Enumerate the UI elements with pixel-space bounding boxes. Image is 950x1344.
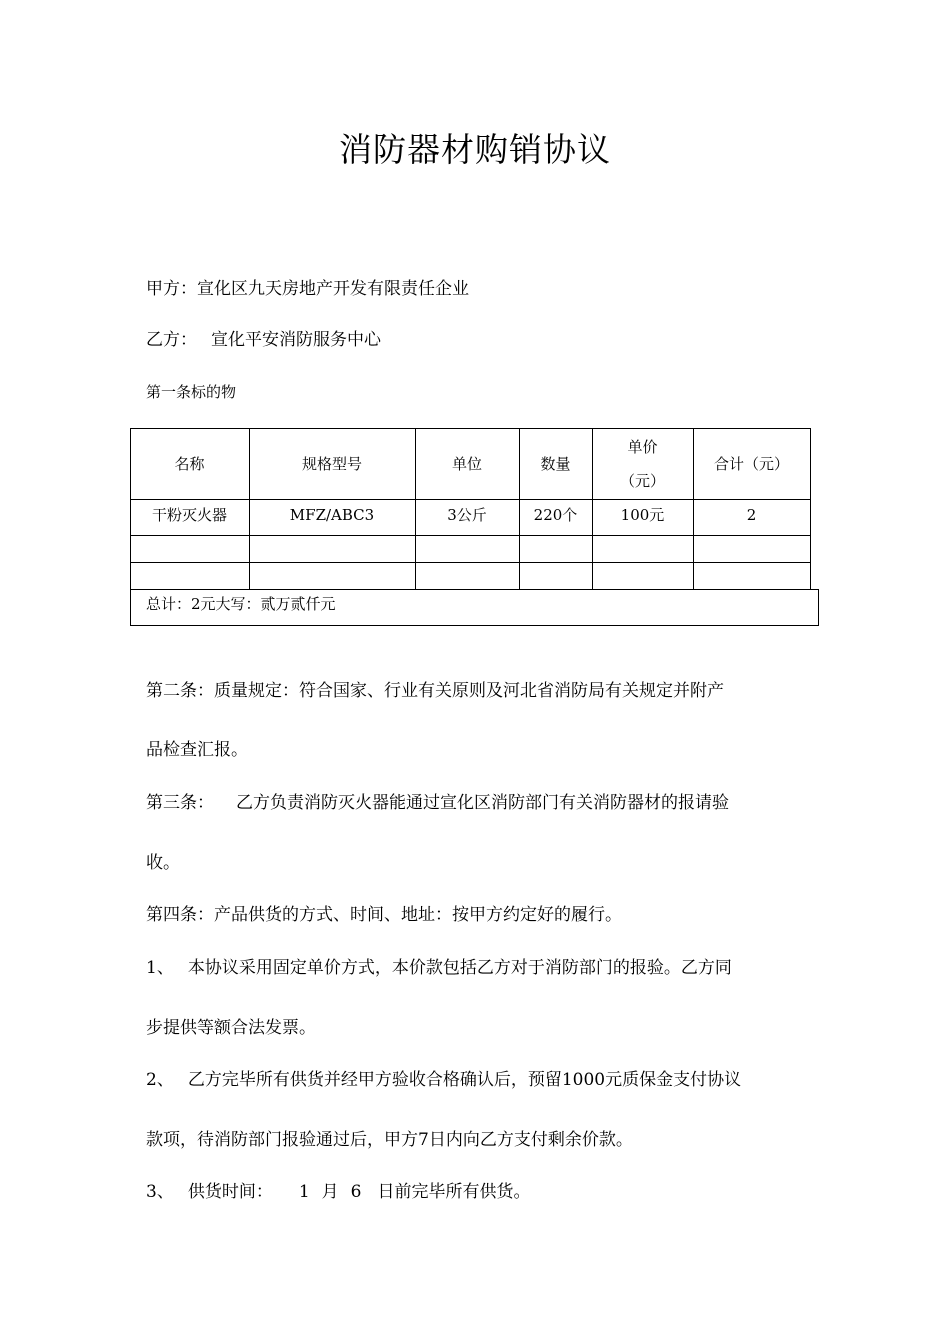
table-divider [130,589,819,590]
article3-line1 [146,791,729,815]
header-quantity: 数量 [540,455,571,473]
article3-line2: 收。 [146,853,180,873]
table-border-bottom [130,625,819,626]
article4-line: 第四条：产品供货的方式、时间、地址：按甲方约定好的履行。 [146,905,622,925]
cell-total: 2 [746,505,757,524]
table-border-right [818,589,819,626]
header-unit-price [592,428,693,499]
item2-text: 乙方完毕所有供货并经甲方验收合格确认后，预留1000元质保金支付协议 [187,1070,742,1090]
party-b-name: 宣化平安消防服务中心 [211,330,381,350]
header-unit-price-line2: （元） [619,471,665,490]
item3-month-word: 月 [321,1182,339,1202]
cell-unit: 3公斤 [447,506,487,524]
table-divider [130,535,811,536]
table-divider [130,562,811,563]
item3-label: 3、 [146,1182,174,1202]
article2-line1: 第二条：质量规定：符合国家、行业有关原则及河北省消防局有关规定并附产 [146,681,724,701]
article2-line2: 品检查汇报。 [146,740,248,760]
item1-label: 1、 [146,958,174,978]
item3-day: 6 [350,1182,362,1202]
article3-label: 第三条： [146,793,214,813]
document-title: 消防器材购销协议 [339,130,611,169]
table-border-right [810,428,811,590]
party-b [146,328,381,352]
item3-month: 1 [298,1182,310,1202]
article1-heading: 第一条标的物 [146,383,237,401]
item2-line2: 款项，待消防部门报验通过后，甲方7日内向乙方支付剩余价款。 [146,1130,633,1150]
party-a: 甲方：宣化区九天房地产开发有限责任企业 [146,279,469,299]
item1-line1 [146,956,732,980]
item3-suffix: 日前完毕所有供货。 [377,1182,531,1202]
cell-unit-price: 100元 [620,506,665,524]
cell-spec: MFZ/ABC3 [289,505,375,524]
cell-name: 干粉灭火器 [151,506,227,524]
header-name: 名称 [174,455,205,473]
grand-total: 总计：2元大写：贰万贰仟元 [146,595,336,613]
item1-text: 本协议采用固定单价方式，本价款包括乙方对于消防部门的报验。乙方同 [187,958,732,978]
item1-line2: 步提供等额合法发票。 [146,1018,316,1038]
item2-label: 2、 [146,1070,174,1090]
party-b-label: 乙方： [146,330,197,350]
header-unit: 单位 [451,455,482,473]
cell-quantity: 220个 [533,506,578,524]
header-unit-price-line1: 单价 [627,437,658,456]
header-total: 合计（元） [713,455,789,473]
article3-text: 乙方负责消防灭火器能通过宣化区消防部门有关消防器材的报请验 [236,793,729,813]
item3-prefix: 供货时间： [187,1182,273,1202]
item2-line1 [146,1068,741,1092]
header-spec: 规格型号 [301,455,362,473]
item3-line [146,1180,530,1204]
